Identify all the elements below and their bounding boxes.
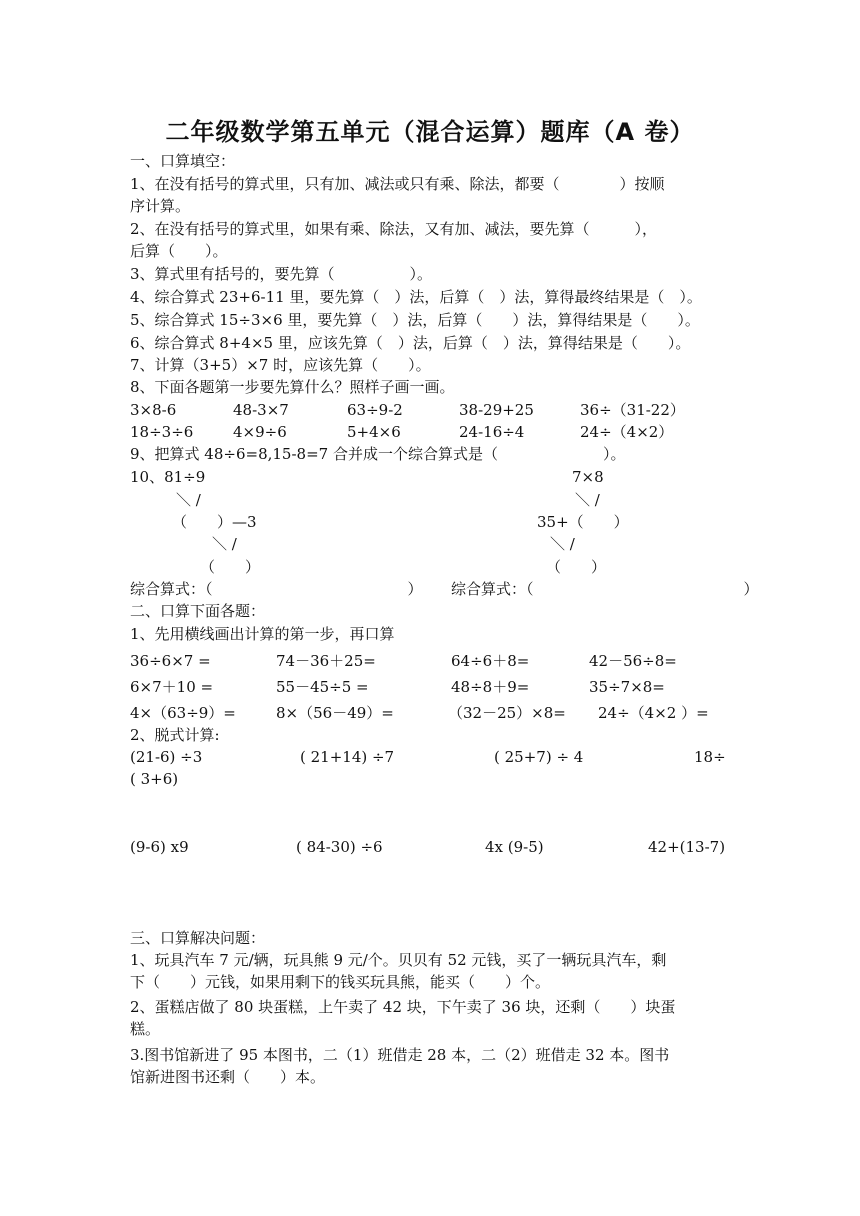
calc-expression-wrap: ( 3+6) <box>130 770 179 788</box>
question-line: 2、蛋糕店做了 80 块蛋糕，上午卖了 42 块，下午卖了 36 块，还剩（ ）块蛋 <box>130 998 676 1016</box>
calc-expression: (9-6) x9 <box>130 838 189 856</box>
expression: 18÷3÷6 <box>130 423 194 441</box>
question-line: 8、下面各题第一步要先算什么？照样子画一画。 <box>130 378 455 396</box>
tree-result: （ ） <box>546 558 607 576</box>
calc-expression: 4x (9-5) <box>485 838 544 856</box>
mental-math-item: （32－25）×8= <box>448 704 566 722</box>
question-line: 5、综合算式 15÷3×6 里，要先算（ ）法，后算（ ）法，算得结果是（ ）。 <box>130 311 700 329</box>
mental-math-item: 64÷6＋8= <box>451 652 530 670</box>
expression: 4×9÷6 <box>233 423 287 441</box>
question-line: 下（ ）元钱，如果用剩下的钱买玩具熊，能买（ ）个。 <box>130 973 551 991</box>
question-line: 7、计算（3+5）×7 时，应该先算（ ）。 <box>130 356 431 374</box>
question-line: 3、算式里有括号的，要先算（ ）。 <box>130 265 433 283</box>
calc-expression: ( 21+14) ÷7 <box>300 748 395 766</box>
question-line: 9、把算式 48÷6=8,15-8=7 合并成一个综合算式是（ ）。 <box>130 445 626 463</box>
question-line: 后算（ ）。 <box>130 242 228 260</box>
question-line: 序计算。 <box>130 197 191 215</box>
expression: 48-3×7 <box>233 401 289 419</box>
question-line: 1、玩具汽车 7 元/辆，玩具熊 9 元/个。贝贝有 52 元钱，买了一辆玩具汽车，剩 <box>130 951 667 969</box>
tree-start-expression: 7×8 <box>572 468 604 486</box>
question-line: 1、在没有括号的算式里，只有加、减法或只有乘、除法，都要（ ）按顺 <box>130 175 665 193</box>
combined-formula: 综合算式：（ ） <box>451 580 759 598</box>
tree-mid-step: （ ）—3 <box>172 513 257 531</box>
question-line: 2、脱式计算: <box>130 726 220 744</box>
calc-expression: 42+(13-7) <box>648 838 726 856</box>
tree-mid-step: 35+（ ） <box>537 513 629 531</box>
mental-math-item: 48÷8＋9= <box>451 678 530 696</box>
calc-expression: ( 25+7) ÷ 4 <box>494 748 584 766</box>
question-line: 4、综合算式 23+6-11 里，要先算（ ）法，后算（ ）法，算得最终结果是（ ）。 <box>130 288 702 306</box>
tree-branch: ＼ / <box>212 535 237 553</box>
mental-math-item: 55－45÷5 = <box>276 678 369 696</box>
combined-formula: 综合算式：（ ） <box>130 580 423 598</box>
mental-math-item: 42－56÷8= <box>589 652 677 670</box>
expression: 63÷9-2 <box>347 401 403 419</box>
expression: 5+4×6 <box>347 423 401 441</box>
tree-result: （ ） <box>200 558 261 576</box>
tree-branch: ＼ / <box>550 535 575 553</box>
expression: 38-29+25 <box>459 401 534 419</box>
section3-heading: 三、口算解决问题： <box>130 929 266 947</box>
expression: 24÷（4×2） <box>580 423 674 441</box>
tree-branch: ＼ / <box>176 491 201 509</box>
mental-math-item: 8×（56－49）= <box>276 704 394 722</box>
question-line: 2、在没有括号的算式里，如果有乘、除法，又有加、减法，要先算（ ）， <box>130 220 658 238</box>
mental-math-item: 4×（63÷9）= <box>130 704 236 722</box>
expression: 36÷（31-22） <box>580 401 685 419</box>
expression: 3×8-6 <box>130 401 177 419</box>
tree-branch: ＼ / <box>575 491 600 509</box>
mental-math-item: 74－36＋25= <box>276 652 376 670</box>
expression: 24-16÷4 <box>459 423 525 441</box>
calc-expression: 18÷ <box>694 748 726 766</box>
mental-math-item: 24÷（4×2 ）= <box>598 704 709 722</box>
calc-expression: ( 84-30) ÷6 <box>296 838 383 856</box>
mental-math-item: 35÷7×8= <box>589 678 665 696</box>
question-line: 馆新进图书还剩（ ）本。 <box>130 1068 326 1086</box>
question-line: 1、先用横线画出计算的第一步，再口算 <box>130 625 395 643</box>
question-line: 3.图书馆新进了 95 本图书，二（1）班借走 28 本，二（2）班借走 32 本。图书 <box>130 1046 670 1064</box>
section2-heading: 二、口算下面各题： <box>130 602 266 620</box>
question-line: 6、综合算式 8+4×5 里，应该先算（ ）法，后算（ ）法，算得结果是（ ）。 <box>130 334 691 352</box>
calc-expression: (21-6) ÷3 <box>130 748 203 766</box>
section1-heading: 一、口算填空： <box>130 152 236 170</box>
tree-start-expression: 10、81÷9 <box>130 468 206 486</box>
question-line: 糕。 <box>130 1020 161 1038</box>
mental-math-item: 6×7＋10 = <box>130 678 214 696</box>
page-title: 二年级数学第五单元（混合运算）题库（A 卷） <box>165 118 695 146</box>
mental-math-item: 36÷6×7 = <box>130 652 211 670</box>
